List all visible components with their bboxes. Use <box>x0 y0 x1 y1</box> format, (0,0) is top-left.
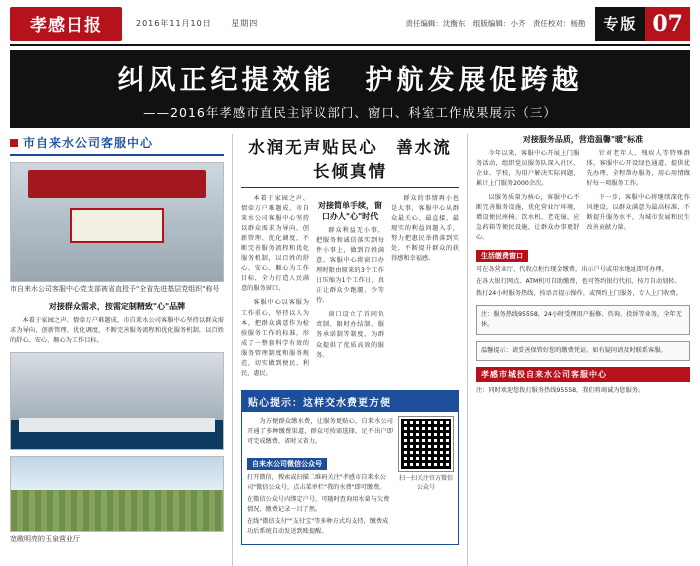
headline-main: 纠风正纪提效能 护航发展促跨越 <box>117 65 583 96</box>
article-column-1 <box>241 194 309 383</box>
column-left <box>10 134 232 566</box>
column-right <box>468 134 690 566</box>
special-edition-block <box>595 7 690 41</box>
qr-block <box>399 417 453 539</box>
right-note: 注：服务热线95558，24小时受理用户报修、咨询、投诉等业务，全年无休。 <box>481 311 682 329</box>
qr-code-icon <box>399 417 453 471</box>
footer-bar: 孝感市城投自来水公司客服中心 <box>476 367 690 382</box>
tips-item: 打开微信，搜索或扫描二维码关注"孝感市自来水公司"微信公众号，点击菜单栏"我的水费"即可缴费。 <box>247 473 386 491</box>
section-title-row <box>10 134 224 156</box>
tips-badge-wechat: 自来水公司微信公众号 <box>247 458 327 470</box>
editor-credits: 责任编辑：沈衡东 组版编辑：小齐 责任校对：杨勘 <box>405 19 586 28</box>
paragraph: 针对老年人、残疾人等特殊群体，客服中心开设绿色通道，提供优先办理、全程帮办服务，用心用情做好每一项服务工作。 <box>586 150 690 188</box>
tips-right-note-box <box>476 341 690 361</box>
headline-band <box>10 50 690 128</box>
tips-qr-note: 注：同时欢迎您拨打服务热线95558，我们将竭诚为您服务。 <box>476 386 645 394</box>
article-columns <box>241 194 459 383</box>
paragraph: 群众的事情再小也是大事，客服中心从群众最关心、最直接、最现实的利益问题入手，努力把惠民举措落到实处，不断提升群众的获得感和幸福感。 <box>391 195 459 263</box>
tips-text <box>247 417 393 539</box>
photo-caption-3: 宽敞明亮的玉泉营业厅 <box>10 534 80 543</box>
paragraph: 本着于家园之声、情牵万户难题成，市自来水公司客服中心坚持以群众需求为导向，创新管理、优化调度，不断完善服务流程和优化服务机制，以百姓的舒心、安心、顺心为工作目标。 <box>10 316 224 344</box>
article-subhead-2: 对接简单手续，窗口办人"心"时代 <box>318 200 382 221</box>
photo-image-1 <box>11 163 223 281</box>
right-subhead: 对接服务品质，营造温馨"暖"标准 <box>522 134 644 144</box>
left-body-text <box>10 316 224 346</box>
photo-group-award <box>10 162 224 282</box>
headline-sub: ——2016年孝感市直民主评议部门、窗口、科室工作成果展示（三） <box>143 105 557 120</box>
photo-service-hall <box>10 352 224 450</box>
publication-weekday: 星期四 <box>231 19 259 28</box>
column-middle <box>232 134 468 566</box>
body-columns <box>10 134 690 566</box>
tips-box <box>241 390 459 545</box>
right-body-text <box>476 149 690 243</box>
article-title: 水润无声贴民心 善水流长倾真情 <box>241 134 459 188</box>
photo-field-crops <box>11 490 223 531</box>
qr-caption: 扫一扫关注官方微信公众号 <box>399 474 454 491</box>
right-note-box <box>476 305 690 335</box>
paragraph: 为方便群众缴水费，让服务更贴心，自来水公司开通了多种缴费渠道，群众可按需选择，足不出户即可完成缴费，省时又省力。 <box>247 417 393 445</box>
tips-badge-counter: 生活缴费窗口 <box>476 250 528 262</box>
section-title: 市自来水公司客服中心 <box>23 136 154 150</box>
page-number: 07 <box>645 7 690 41</box>
photo-caption-1: 市自来水公司客服中心党支部被省直授予"全省先进基层党组织"称号 <box>10 285 220 293</box>
article-column-3 <box>391 194 459 383</box>
masthead-date <box>136 18 274 29</box>
tips-item: 拨打24小时服务热线，按语音提示操作，或预约上门服务，专人上门收费。 <box>476 290 682 298</box>
article-column-2 <box>316 194 384 383</box>
photo-sky <box>11 457 223 490</box>
tips-body <box>242 412 458 544</box>
photo-people <box>11 389 223 449</box>
photo-image-2 <box>11 353 223 449</box>
paragraph: 本着于家园之声、情牵万户难题成，市自来水公司客服中心坚持以群众需求为导向，创新管理、优化调度，不断完善服务流程和优化服务机制，以百姓的舒心、安心、顺心为工作目标，全力打造人民满意的服务窗口。 <box>241 195 309 293</box>
publication-date: 2016年11月10日 <box>136 19 212 28</box>
tips-item: 在微信公众号内绑定户号，可随时查询用水量与欠费情况，缴费记录一目了然。 <box>247 495 390 513</box>
special-label: 专版 <box>595 7 645 41</box>
paragraph: 今年以来，客服中心开展上门服务活动，组织党员服务队深入社区、企业、学校，为用户解决实际问题，累计上门服务2000余次。 <box>476 150 580 188</box>
paragraph: 客服中心以客服为工作重心，坚持以人为本，把群众满意作为检验服务工作的标准，形成了一整套科学有效的服务管理制度和服务规范，切实做到便民、利民、惠民。 <box>241 299 309 377</box>
tips-item: 在线"微信支付""支付宝"等多种方式均支持，缴费成功后系统自动发送到账提醒。 <box>247 517 389 535</box>
tips-item: 在各大银行网点、ATM机可自助缴费，也可签约银行代扣，按月自动划转。 <box>476 278 681 286</box>
bullet-square-icon <box>10 139 18 147</box>
paragraph: 窗口设立了首问负责制、限时办结制、服务承诺制等制度，为群众提供了优质高效的服务。 <box>316 311 384 359</box>
paragraph: 群众利益无小事，把服务和诚信落实到每件小事上，做到百姓满意。客服中心将窗口办理时限由原来的3个工作日压缩为1个工作日，真正让群众少跑腿、少等待。 <box>316 227 384 305</box>
photo-people <box>11 208 223 281</box>
tips-right-note: 温馨提示：请妥善保管好您的缴费凭证，如有疑问请及时联系客服。 <box>481 347 667 355</box>
masthead <box>10 6 690 46</box>
tips-title: 贴心提示：这样交水费更方便 <box>242 391 458 412</box>
photo-field <box>10 456 224 532</box>
newspaper-logo: 孝感日报 <box>10 7 122 41</box>
left-subhead: 对接群众需求，按需定制精致"心"品牌 <box>48 300 186 311</box>
tips-item: 可在各营业厅、代收点柜台现金缴费，出示户号或用水地址即可办理。 <box>476 266 668 274</box>
paragraph: 以服务质量为核心，客服中心不断完善服务设施，优化营业厅环境，增设便民座椅、饮水机、老花镜、应急药箱等便民设施，让群众办事更舒心。 <box>476 194 580 242</box>
paragraph: 下一步，客服中心将继续深化作风建设，以群众满意为最高标准，不断提升服务水平，为城市发展和民生改善贡献力量。 <box>586 194 690 232</box>
photo-banner <box>28 170 206 198</box>
photo-image-3 <box>11 457 223 531</box>
